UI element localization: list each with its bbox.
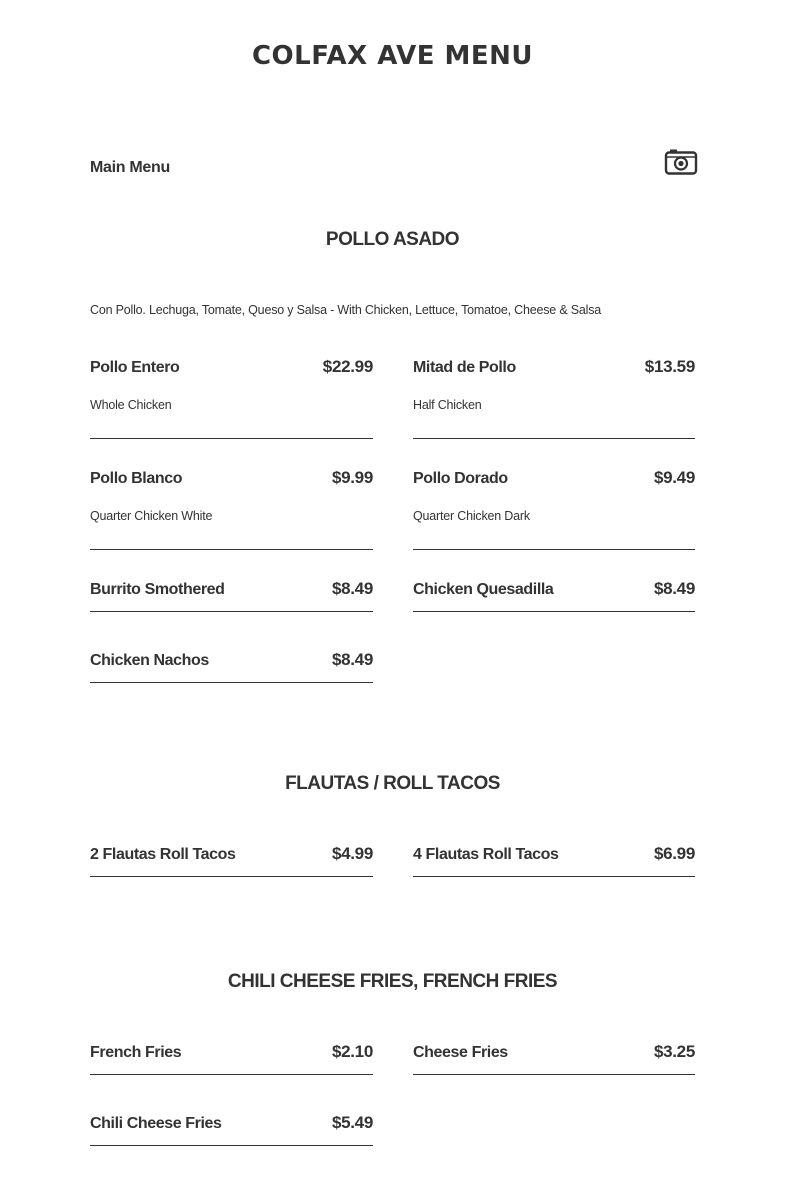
menu-item (90, 844, 373, 877)
item-name: Pollo Entero (90, 359, 180, 376)
menu-item (413, 579, 695, 612)
item-name: Mitad de Pollo (413, 359, 516, 376)
item-name: French Fries (90, 1044, 182, 1061)
menu-item (90, 1113, 373, 1146)
item-price: $6.99 (653, 844, 695, 863)
section-title: CHILI CHEESE FRIES, FRENCH FRIES (227, 971, 558, 992)
menu-item (90, 1042, 373, 1075)
item-name: Chicken Quesadilla (413, 581, 554, 598)
item-price: $8.49 (653, 579, 695, 598)
menu-item (413, 357, 695, 439)
item-name: Chicken Nachos (90, 652, 209, 669)
item-name: Cheese Fries (413, 1044, 508, 1061)
item-price: $3.25 (653, 1042, 695, 1061)
menu-item (90, 357, 373, 439)
menu-item (90, 650, 373, 683)
item-price: $4.99 (331, 844, 373, 863)
menu-item (413, 844, 695, 877)
menu-item (413, 468, 695, 550)
section-title: FLAUTAS / ROLL TACOS (285, 773, 500, 794)
camera-icon[interactable] (664, 148, 698, 176)
menu-item (413, 1042, 695, 1075)
menu-item (90, 579, 373, 612)
menu-label: Main Menu (90, 159, 170, 176)
item-price: $9.99 (331, 468, 373, 487)
item-name: Burrito Smothered (90, 581, 225, 598)
item-name: Pollo Blanco (90, 470, 183, 487)
menu-item (90, 468, 373, 550)
section-title: POLLO ASADO (325, 229, 460, 250)
item-name: 2 Flautas Roll Tacos (90, 846, 236, 863)
item-description: Quarter Chicken White (90, 509, 213, 523)
item-price: $13.59 (644, 357, 695, 376)
item-name: Chili Cheese Fries (90, 1115, 222, 1132)
item-price: $5.49 (331, 1113, 373, 1132)
page-title: COLFAX AVE MENU (251, 41, 534, 71)
item-name: Pollo Dorado (413, 470, 508, 487)
item-price: $22.99 (322, 357, 373, 376)
item-name: 4 Flautas Roll Tacos (413, 846, 559, 863)
item-description: Whole Chicken (90, 398, 172, 412)
item-price: $8.49 (331, 650, 373, 669)
item-description: Half Chicken (413, 398, 482, 412)
item-price: $2.10 (331, 1042, 373, 1061)
section-description: Con Pollo. Lechuga, Tomate, Queso y Salsa - With Chicken, Lettuce, Tomatoe, Cheese & Salsa (90, 303, 601, 317)
item-description: Quarter Chicken Dark (413, 509, 530, 523)
item-price: $8.49 (331, 579, 373, 598)
item-price: $9.49 (653, 468, 695, 487)
